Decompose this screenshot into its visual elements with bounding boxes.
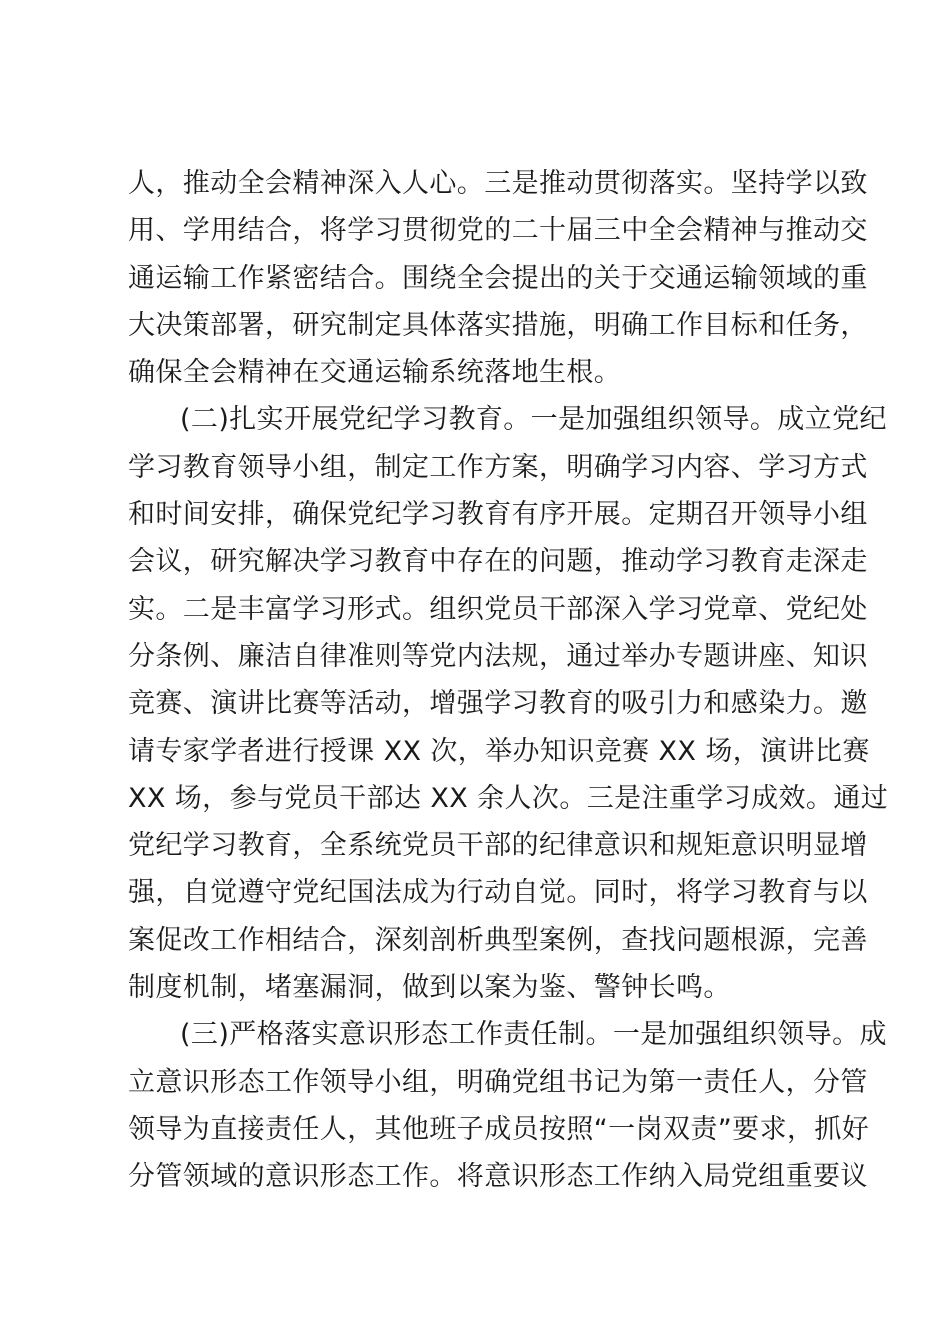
text-line: 和时间安排，确保党纪学习教育有序开展。定期召开领导小组	[128, 499, 868, 531]
section-heading-line: (二)扎实开展党纪学习教育。一是加强组织领导。成立党纪	[180, 404, 887, 436]
text-line: 实。二是丰富学习形式。组织党员干部深入学习党章、党纪处	[128, 593, 868, 625]
text-line: 制度机制，堵塞漏洞，做到以案为鉴、警钟长鸣。	[128, 972, 731, 1004]
text-line: 强，自觉遵守党纪国法成为行动自觉。同时，将学习教育与以	[128, 877, 868, 909]
text-line: 立意识形态工作领导小组，明确党组书记为第一责任人，分管	[128, 1066, 868, 1098]
text-line: 通运输工作紧密结合。围绕全会提出的关于交通运输领域的重	[128, 262, 868, 294]
text-line: 分条例、廉洁自律准则等党内法规，通过举办专题讲座、知识	[128, 640, 868, 672]
text-line: 竞赛、演讲比赛等活动，增强学习教育的吸引力和感染力。邀	[128, 688, 868, 720]
text-line: 党纪学习教育，全系统党员干部的纪律意识和规矩意识明显增	[128, 830, 868, 862]
text-line: 会议，研究解决学习教育中存在的问题，推动学习教育走深走	[128, 546, 868, 578]
text-line: 用、学用结合，将学习贯彻党的二十届三中全会精神与推动交	[128, 215, 868, 247]
text-line: 请专家学者进行授课 XX 次，举办知识竞赛 XX 场，演讲比赛	[128, 735, 870, 767]
text-line: 学习教育领导小组，制定工作方案，明确学习内容、学习方式	[128, 451, 868, 483]
text-line: 大决策部署，研究制定具体落实措施，明确工作目标和任务，	[128, 309, 868, 341]
section-heading-line: (三)严格落实意识形态工作责任制。一是加强组织领导。成	[180, 1019, 887, 1051]
text-line: 领导为直接责任人，其他班子成员按照“一岗双责”要求，抓好	[128, 1113, 870, 1145]
text-line: 人，推动全会精神深入人心。三是推动贯彻落实。坚持学以致	[128, 168, 868, 199]
document-body	[128, 160, 889, 1201]
text-line: 案促改工作相结合，深刻剖析典型案例，查找问题根源，完善	[128, 924, 868, 956]
text-line: XX 场，参与党员干部达 XX 余人次。三是注重学习成效。通过	[128, 782, 889, 814]
text-line: 分管领域的意识形态工作。将意识形态工作纳入局党组重要议	[128, 1161, 868, 1193]
text-line: 确保全会精神在交通运输系统落地生根。	[128, 357, 622, 389]
